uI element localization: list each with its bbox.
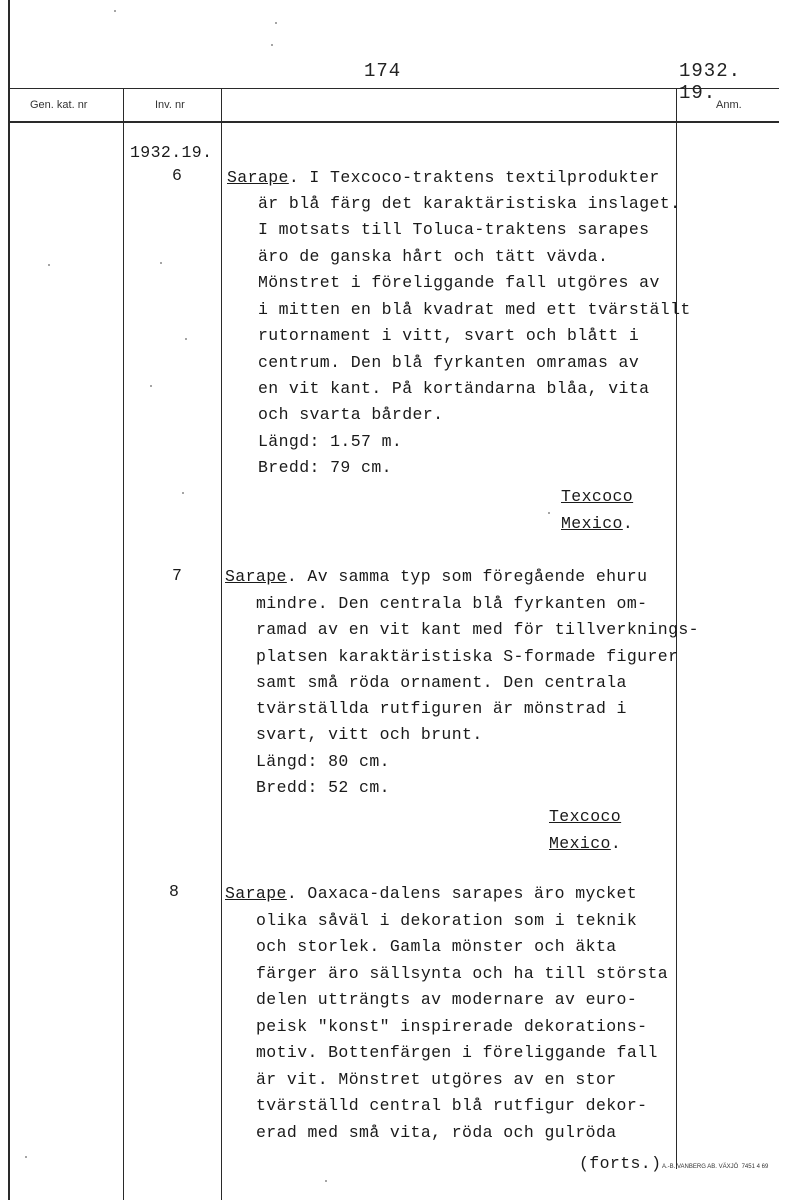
entry-place-2-line xyxy=(549,834,621,853)
entry-first-line xyxy=(225,884,637,903)
form-code: 7451 4 69 xyxy=(741,1164,769,1170)
entry-text-line: och storlek. Gamla mönster och äkta xyxy=(256,937,617,956)
entry-text-line: samt små röda ornament. Den centrala xyxy=(256,673,627,692)
entry-title: Sarape xyxy=(225,567,287,586)
entry-number: 7 xyxy=(172,566,183,585)
entry-title: Sarape xyxy=(227,168,289,187)
entry-text-line: Mönstret i föreliggande fall utgöres av xyxy=(258,273,660,292)
entry-text-line: . Oaxaca-dalens sarapes äro mycket xyxy=(286,884,638,903)
entry-text-line: I motsats till Toluca-traktens sarapes xyxy=(258,220,650,239)
scan-speck xyxy=(548,512,550,514)
entry-text-line: en vit kant. På kortändarna blåa, vita xyxy=(258,379,650,398)
entry-text-line: motiv. Bottenfärgen i föreliggande fall xyxy=(256,1043,658,1062)
entry-text-line: Längd: 1.57 m. xyxy=(258,432,403,451)
entry-number: 6 xyxy=(172,166,183,185)
entry-text-line: olika såväl i dekoration som i teknik xyxy=(256,911,638,930)
entry-text-line: Bredd: 79 cm. xyxy=(258,458,392,477)
printer-name: A.-B. VANBERG AB. VÄXJÖ xyxy=(662,1164,739,1170)
series-number-header: 1932. 19. xyxy=(679,60,742,104)
entry-text-line: platsen karaktäristiska S-formade figurer xyxy=(256,647,679,666)
entry-text-line: mindre. Den centrala blå fyrkanten om- xyxy=(256,594,648,613)
entry-text-line: ramad av en vit kant med för tillverknings- xyxy=(256,620,699,639)
entry-text-line: centrum. Den blå fyrkanten omramas av xyxy=(258,353,640,372)
entry-text-line: i mitten en blå kvadrat med ett tvärställt xyxy=(258,300,691,319)
column-header-inv: Inv. nr xyxy=(155,99,185,111)
entry-text-line: tvärställda rutfiguren är mönstrad i xyxy=(256,699,627,718)
series-label: 1932.19. xyxy=(130,143,213,162)
left-margin-line xyxy=(8,0,10,1200)
entry-text-line: . Av samma typ som föregående ehuru xyxy=(286,567,648,586)
scan-speck xyxy=(25,1156,27,1158)
scan-speck xyxy=(182,492,184,494)
entry-place-1: Texcoco xyxy=(549,807,622,826)
entry-text-line: delen utträngts av modernare av euro- xyxy=(256,990,638,1009)
entry-place-suffix: . xyxy=(622,514,634,533)
entry-first-line xyxy=(227,168,660,187)
entry-place-1: Texcoco xyxy=(561,487,634,506)
page-number: 174 xyxy=(364,60,402,82)
scan-speck xyxy=(185,338,187,340)
entry-text-line: tvärställd central blå rutfigur dekor- xyxy=(256,1096,648,1115)
entry-text-line: och svarta bårder. xyxy=(258,405,444,424)
continued-note: (forts.) xyxy=(579,1154,662,1173)
scan-speck xyxy=(48,264,50,266)
entry-text-line: färger äro sällsynta och ha till största xyxy=(256,964,669,983)
entry-text-line: svart, vitt och brunt. xyxy=(256,725,483,744)
entry-first-line xyxy=(225,567,647,586)
column-divider-2 xyxy=(221,89,222,1200)
entry-place-2: Mexico xyxy=(561,514,623,533)
entry-place-2-line xyxy=(561,514,633,533)
scan-speck xyxy=(150,385,152,387)
entry-number: 8 xyxy=(169,882,180,901)
entry-text-line: äro de ganska hårt och tätt vävda. xyxy=(258,247,609,266)
scan-speck xyxy=(271,44,273,46)
entry-text-line: Längd: 80 cm. xyxy=(256,752,390,771)
entry-text-line: erad med små vita, röda och gulröda xyxy=(256,1123,617,1142)
entry-place-2: Mexico xyxy=(549,834,611,853)
scan-speck xyxy=(275,22,277,24)
entry-text-line: är vit. Mönstret utgöres av en stor xyxy=(256,1070,617,1089)
entry-place-suffix: . xyxy=(610,834,622,853)
entry-text-line: Bredd: 52 cm. xyxy=(256,778,390,797)
column-header-anm: Anm. xyxy=(716,99,742,111)
entry-text-line: peisk "konst" inspirerade dekorations- xyxy=(256,1017,648,1036)
entry-text-line: rutornament i vitt, svart och blått i xyxy=(258,326,640,345)
entry-text-line: är blå färg det karaktäristiska inslaget. xyxy=(258,194,681,213)
scan-speck xyxy=(325,1180,327,1182)
entry-title: Sarape xyxy=(225,884,287,903)
column-header-gen-kat: Gen. kat. nr xyxy=(30,99,88,111)
printer-imprint xyxy=(662,1164,768,1170)
scan-speck xyxy=(160,262,162,264)
scan-speck xyxy=(114,10,116,12)
entry-text-line: . I Texcoco-traktens textilprodukter xyxy=(288,168,660,187)
column-divider-1 xyxy=(123,89,124,1200)
